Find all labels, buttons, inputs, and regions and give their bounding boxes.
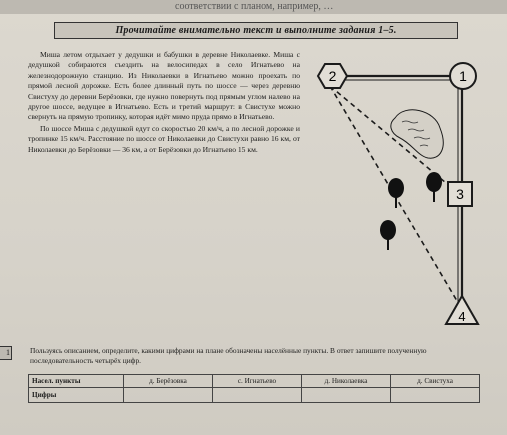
answer-cell-nikolaevka[interactable]	[302, 388, 391, 403]
story-text	[28, 50, 300, 155]
pond	[391, 110, 443, 158]
answer-cell-svistukha[interactable]	[391, 388, 480, 403]
story-paragraph-1: Миша летом отдыхает у дедушки и бабушки в деревне Николаевке. Миша с дедушкой собираются съездить на велосипедах в село Игнатьево на железнодорожную станцию. Из Николаевки в Игнатьево можно проехать по прямой лесной дорожке. Есть более длинный путь по шоссе — через деревню Свистуху до деревни Берёзовки, где нужно повернуть под прямым углом налево на другое шоссе, ведущее в Игнатьево. Есть и третий маршрут: в Свистухе можно свернуть на прямую тропинку, которая идёт мимо пруда прямо в Игнатьево.	[28, 50, 300, 122]
answer-table	[28, 374, 480, 403]
point-label-1: 1	[459, 68, 467, 84]
previous-page-fragment	[0, 0, 507, 14]
table-header-digits: Цифры	[29, 388, 124, 403]
table-col-svistukha: д. Свистуха	[391, 375, 480, 388]
point-label-2: 2	[328, 68, 337, 84]
top-fragment-text: соответствии с планом, например, …	[175, 1, 334, 12]
table-col-nikolaevka: д. Николаевка	[302, 375, 391, 388]
table-col-berezovka: д. Берёзовка	[124, 375, 213, 388]
point-label-4: 4	[458, 309, 466, 324]
tree-icon	[380, 220, 396, 250]
answer-table-digits-row	[29, 388, 480, 403]
tree-icon	[426, 172, 442, 202]
answer-cell-berezovka[interactable]	[124, 388, 213, 403]
table-header-settlements: Насел. пункты	[29, 375, 124, 388]
map-point-4	[446, 296, 478, 324]
map-point-2	[318, 64, 347, 88]
tree-icon	[388, 178, 404, 208]
answer-table-header-row	[29, 375, 480, 388]
story-paragraph-2: По шоссе Миша с дедушкой едут со скоростью 20 км/ч, а по лесной дорожке и тропинке 15 км/ч. Расстояние по шоссе от Николаевки до Свистухи равно 16 км, от Николаевки до Берёзовки — 36 км, а от Берёзовки до Игнатьево 15 км.	[28, 123, 300, 154]
instruction-banner: Прочитайте внимательно текст и выполните задания 1–5.	[54, 22, 458, 39]
table-col-ignatyevo: с. Игнатьево	[213, 375, 302, 388]
point-label-3: 3	[456, 186, 464, 202]
task-number: 1	[0, 346, 12, 360]
village-map	[300, 48, 505, 338]
answer-cell-ignatyevo[interactable]	[213, 388, 302, 403]
map-point-3	[448, 182, 472, 206]
task-text: Пользуясь описанием, определите, какими цифрами на плане обозначены населённые пункты. В ответ запишите полученную последовательность четырёх цифр.	[30, 346, 427, 365]
map-point-1	[450, 63, 476, 89]
